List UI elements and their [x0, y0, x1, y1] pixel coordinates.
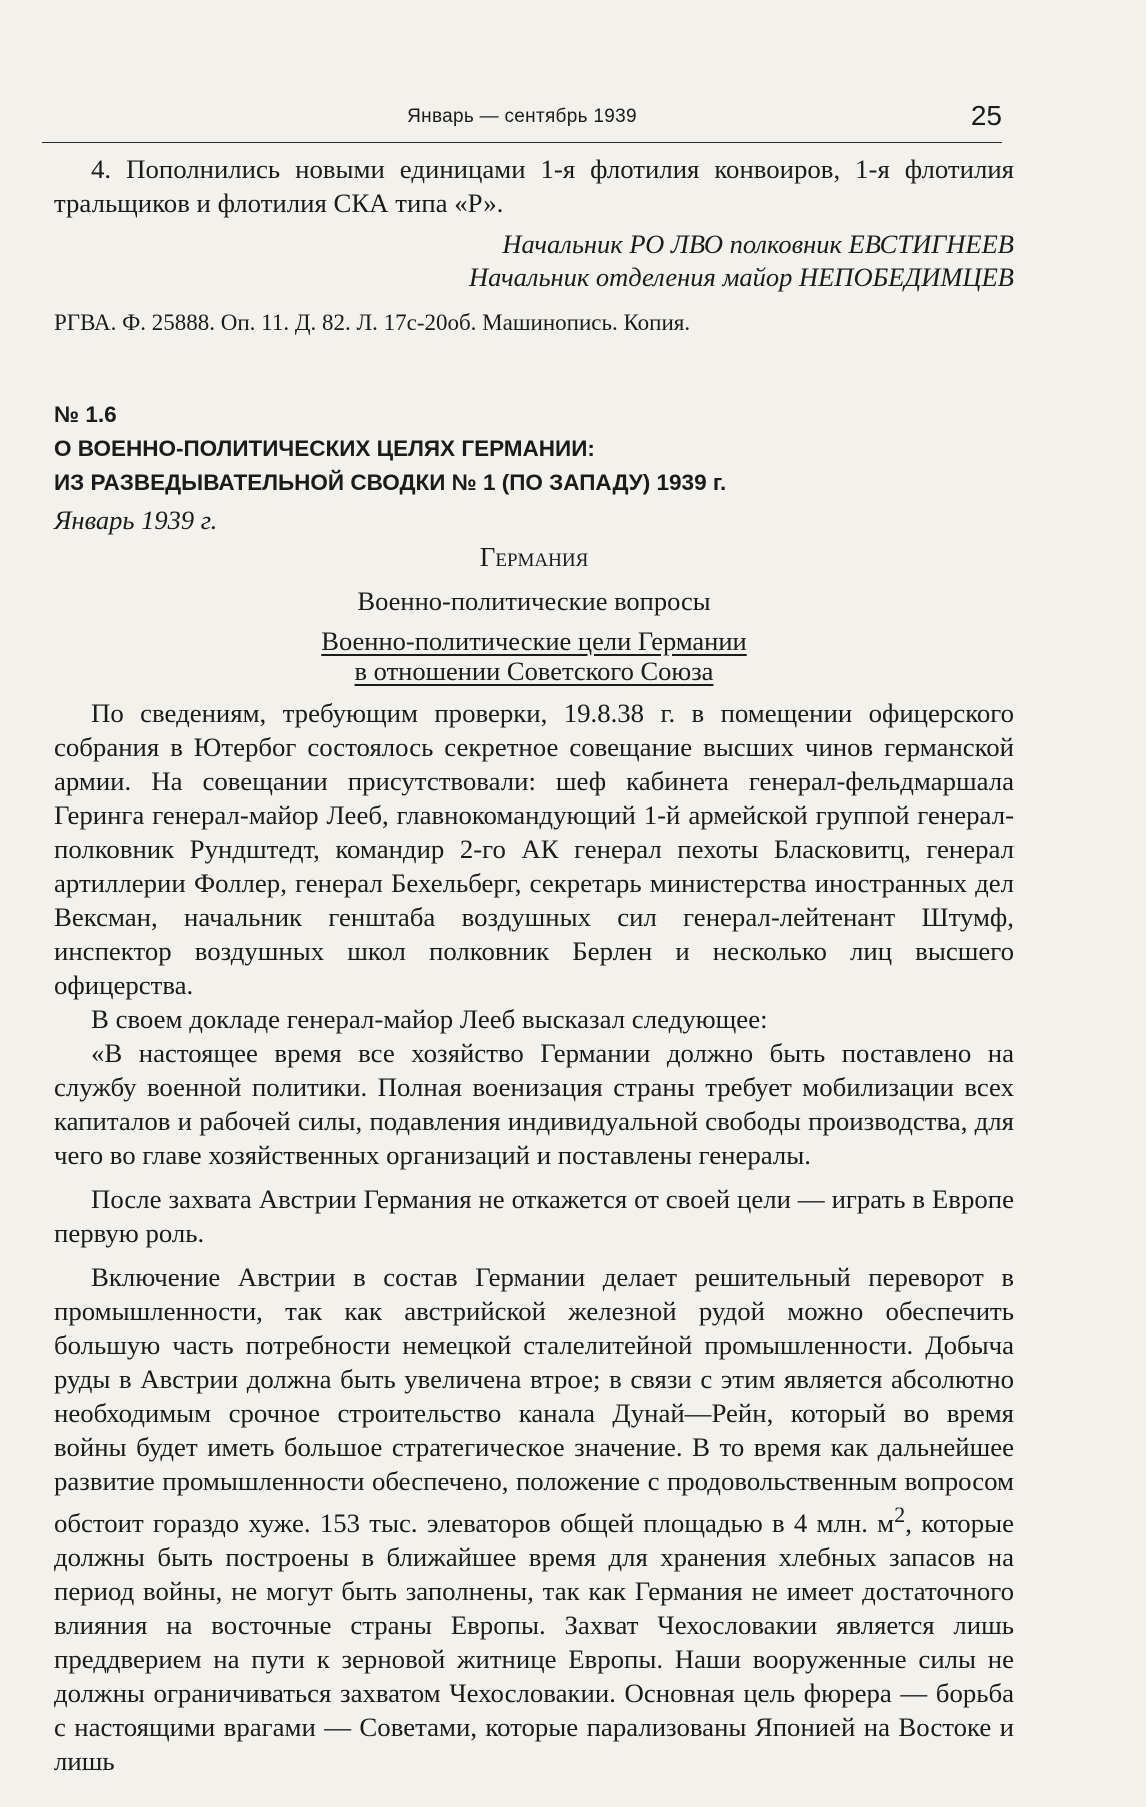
body-paragraph-5-part-1: Включение Австрии в состав Германии делает решительный переворот в промышленности, так как австрийской железной рудой можно обеспечить большую часть потребности немецкой сталелитейной промышленности. Добыча руды в Австрии должна быть увеличена втрое; в связи с этим является абсолютно необходимым срочное строительство канала Дунай—Рейн, который во время войны будет иметь большое стратегическое значение. В то время как дальнейшее развитие промышленности обеспечено, положение с продовольственным вопросом обстоит гораздо хуже. 153 тыс. элеваторов общей площадью в 4 млн. м: [54, 1262, 1014, 1538]
signature-block: [54, 228, 1014, 294]
subsection-line-2: в отношении Советского Союза: [354, 656, 714, 686]
document-title-line-2: ИЗ РАЗВЕДЫВАТЕЛЬНОЙ СВОДКИ № 1 (ПО ЗАПАДУ) 1939 г.: [54, 470, 727, 495]
archive-reference: РГВА. Ф. 25888. Оп. 11. Д. 82. Л. 17с-20об. Машинопись. Копия.: [54, 310, 691, 335]
running-title: Январь — сентябрь 1939: [407, 106, 637, 127]
body-paragraph-5: [54, 1260, 1014, 1778]
body-paragraph-2: В своем докладе генерал-майор Лееб высказал следующее:: [91, 1004, 768, 1034]
signature-line-2: Начальник отделения майор НЕПОБЕДИМЦЕВ: [468, 262, 1014, 292]
body-paragraph-1: По сведениям, требующим проверки, 19.8.38 г. в помещении офицерского собрания в Ютербог состоялось секретное совещание высших чинов германской армии. На совещании присутствовали: шеф кабинета генерал-фельдмаршала Геринга генерал-майор Лееб, главнокомандующий 1-й армейской группой генерал-полковник Рундштедт, командир 2-го АК генерал пехоты Бласковитц, генерал артиллерии Фоллер, генерал Бехельберг, секретарь министерства иностранных дел Вексман, начальник генштаба воздушных сил генерал-лейтенант Штумф, инспектор воздушных школ полковник Берлен и несколько лиц высшего офицерства.: [54, 698, 1014, 1000]
body-paragraph-4: После захвата Австрии Германия не откажется от своей цели — играть в Европе первую роль.: [54, 1184, 1014, 1248]
body-paragraph-3: «В настоящее время все хозяйство Германии должно быть поставлено на службу военной политики. Полная военизация страны требует мобилизации всех капиталов и рабочей силы, подавления индивидуальной свободы производства, для чего во главе хозяйственных организаций и поставлены генералы.: [54, 1038, 1014, 1170]
text-column: [54, 152, 1014, 1778]
signature-line-1: Начальник РО ЛВО полковник ЕВСТИГНЕЕВ: [502, 229, 1014, 259]
document-date: Январь 1939 г.: [54, 505, 218, 535]
section-heading: Военно-политические вопросы: [357, 586, 711, 616]
document-number: № 1.6: [54, 402, 117, 427]
page-number: 25: [970, 100, 1002, 131]
document-title-line-1: О ВОЕННО-ПОЛИТИЧЕСКИХ ЦЕЛЯХ ГЕРМАНИИ:: [54, 436, 595, 461]
subsection-line-1: Военно-политические цели Германии: [321, 626, 747, 656]
document-heading: [54, 398, 1014, 500]
body-paragraph-5-part-2: , которые должны быть построены в ближайшее время для хранения хлебных запасов на период войны, не могут быть заполнены, так как Германия не имеет достаточного влияния на восточные страны Европы. Захват Чехословакии является лишь преддверием на пути к зерновой житнице Европы. Наши вооруженные силы не должны ограничиваться захватом Чехословакии. Основная цель фюрера — борьба с настоящими врагами — Советами, которые парализованы Японией на Востоке и лишь: [54, 1507, 1015, 1776]
item-4-paragraph: 4. Пополнились новыми единицами 1-я флотилия конвоиров, 1-я флотилия тральщиков и флотилия СКА типа «Р».: [54, 154, 1014, 218]
running-header: [42, 96, 1002, 143]
superscript-2: 2: [894, 1502, 906, 1527]
subsection-heading: [54, 626, 1014, 686]
country-heading: Германия: [479, 542, 589, 572]
